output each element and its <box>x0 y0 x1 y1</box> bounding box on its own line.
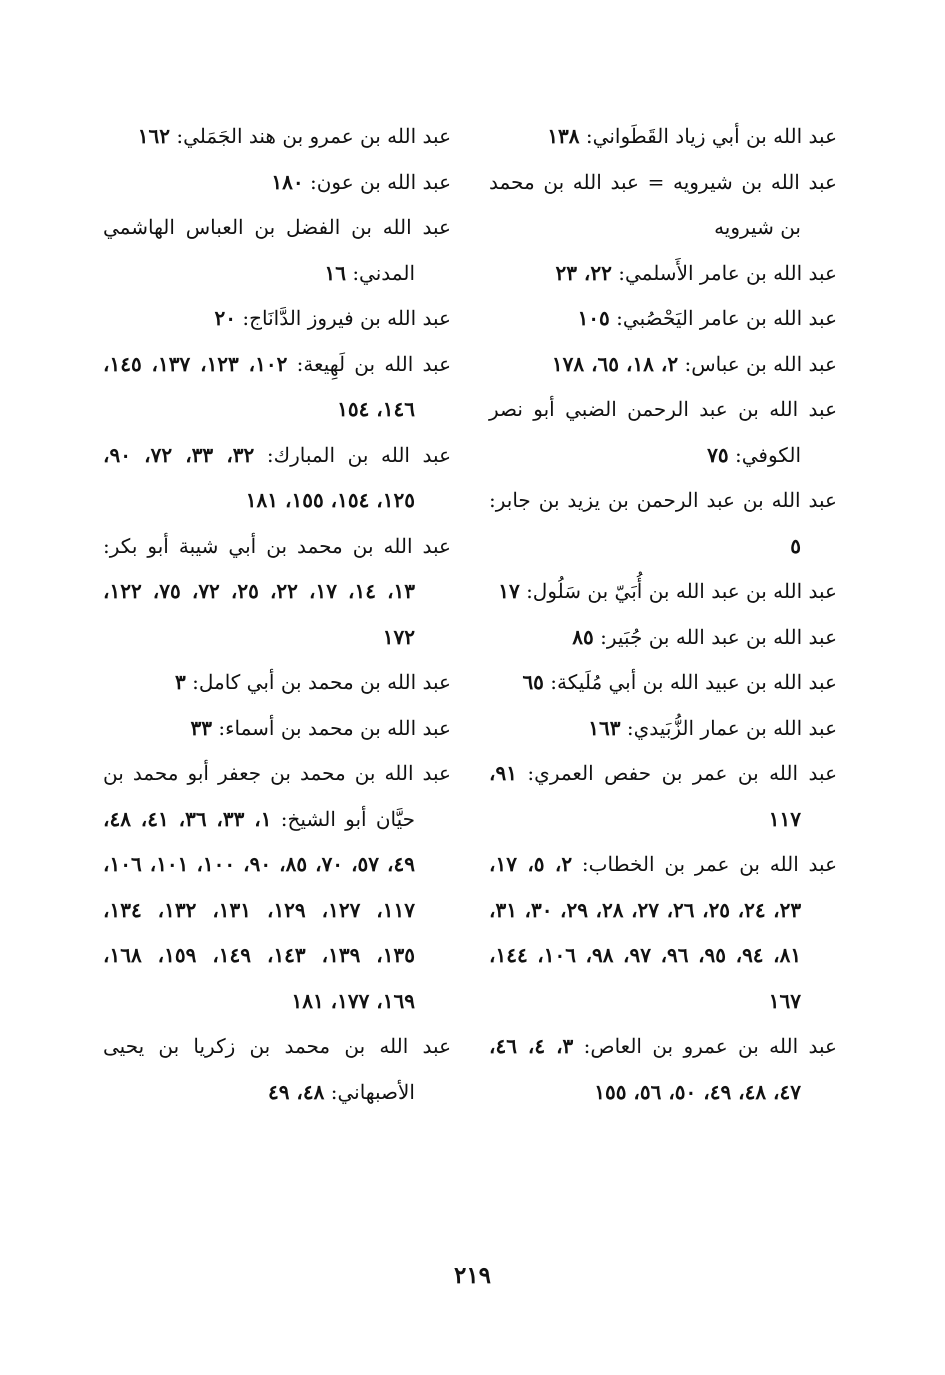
index-entry <box>489 478 837 569</box>
entry-name: عبد الله بن فيروز الدَّانَاج: <box>242 306 451 330</box>
entry-pages: ٢٠ <box>214 306 236 330</box>
index-entry <box>103 751 451 1024</box>
index-entry <box>489 296 837 342</box>
index-entry <box>103 524 451 661</box>
entry-pages: ٨٥ <box>572 624 594 649</box>
entry-pages: ٧٥ <box>707 442 729 467</box>
index-entry <box>489 251 837 297</box>
entry-pages: ١٦ <box>324 260 346 285</box>
entry-name: عبد الله بن محمد بن أسماء: <box>218 715 451 740</box>
entry-name: عبد الله بن عمار الزُّبَيدي: <box>626 715 837 740</box>
entry-name: عبد الله بن عباس: <box>684 351 837 376</box>
index-entry <box>489 114 837 160</box>
index-entry <box>103 1024 451 1115</box>
index-entry <box>489 1024 837 1115</box>
index-entry <box>103 296 451 342</box>
entry-name: عبد الله بن عبد الرحمن بن يزيد بن جابر: <box>489 488 837 512</box>
entry-pages: ١٠٢، ١٢٣، ١٣٧، ١٤٥، ١٤٦، ١٥٤ <box>103 351 415 421</box>
entry-pages: ٣٢، ٣٣، ٧٢، ٩٠، ١٢٥، ١٥٤، ١٥٥، ١٨١ <box>103 442 415 512</box>
entry-pages: ١، ٣٣، ٣٦، ٤١، ٤٨، ٤٩، ٥٧، ٧٠، ٨٥، ٩٠، ١٠٠، ١٠١، ١٠٦، ١١٧، ١٢٧، ١٢٩، ١٣١، ١٣٢، ١٣٤، ١٣٥، ١٣٩، ١٤٣، ١٤٩، ١٥٩، ١٦٨، ١٦٩، ١٧٧، ١٨١ <box>103 806 415 1013</box>
entry-name: عبد الله بن عامر الأَسلمي: <box>618 260 837 285</box>
entry-name: عبد الله بن عبد الله بن جُبَير: <box>600 624 837 649</box>
index-entry <box>103 342 451 433</box>
entry-name: عبد الله بن لَهِيعة: <box>296 351 452 376</box>
entry-name: عبد الله بن محمد بن أبي شيبة أبو بكر: <box>103 533 451 558</box>
entry-name: عبد الله بن عامر اليَحْصُبي: <box>616 306 837 330</box>
entry-name: عبد الله بن الفضل بن العباس الهاشمي المدني: <box>103 215 451 285</box>
entry-pages: ٩١، ١١٧ <box>489 761 801 831</box>
index-entry <box>489 387 837 478</box>
entry-pages: ٢، ١٨، ٦٥، ١٧٨ <box>551 351 679 376</box>
entry-pages: ٤٨، ٤٩ <box>267 1079 325 1104</box>
entry-name: عبد الله بن عبد الله بن أُبَيّ بن سَلُول: <box>526 579 837 603</box>
entry-name: عبد الله بن عمر بن حفص العمري: <box>527 761 838 785</box>
index-entry <box>489 342 837 388</box>
index-entry <box>489 615 837 661</box>
entry-pages: ١٧ <box>498 579 520 603</box>
entry-pages: ٦٥ <box>522 670 544 694</box>
index-entry <box>489 160 837 251</box>
index-column-left <box>103 114 451 1115</box>
index-entry <box>103 160 451 206</box>
index-entry <box>103 706 451 752</box>
index-entry <box>489 751 837 842</box>
entry-pages: ١٨٠ <box>271 169 304 194</box>
entry-name: عبد الله بن أبي زياد القَطَواني: <box>585 124 837 148</box>
entry-pages: ٣ <box>175 670 186 694</box>
entry-name: عبد الله بن عمرو بن هند الجَمَلي: <box>176 124 451 148</box>
entry-name: عبد الله بن عون: <box>309 169 451 194</box>
index-entry <box>103 660 451 706</box>
index-entry <box>489 706 837 752</box>
entry-pages: ١٦٣ <box>588 715 621 740</box>
entry-name: عبد الله بن عمرو بن العاص: <box>583 1034 837 1058</box>
entry-pages: ٣٣ <box>190 715 212 740</box>
entry-pages: ٥ <box>790 533 801 558</box>
index-column-right <box>489 114 837 1115</box>
entry-name: عبد الله بن عبد الرحمن الضبي أبو نصر الكوفي: <box>489 397 837 467</box>
entry-name: عبد الله بن المبارك: <box>266 442 451 467</box>
entry-name: عبد الله بن محمد بن جعفر أبو محمد بن حيَّان أبو الشيخ: <box>103 761 451 831</box>
entry-name: عبد الله بن محمد بن أبي كامل: <box>192 670 451 694</box>
entry-pages: ١٠٥ <box>577 306 610 330</box>
index-entry <box>489 660 837 706</box>
entry-name: عبد الله بن عمر بن الخطاب: <box>581 852 837 876</box>
index-entry <box>103 114 451 160</box>
entry-name: عبد الله بن عبيد الله بن أبي مُلَيكة: <box>550 670 837 694</box>
entry-pages: ١٣٨ <box>547 124 580 148</box>
index-entry <box>103 205 451 296</box>
entry-pages: ٢٢، ٢٣ <box>555 260 612 285</box>
index-entry <box>489 569 837 615</box>
page-number: ٢١٩ <box>453 1262 492 1289</box>
entry-pages: ٢، ٥، ١٧، ٢٣، ٢٤، ٢٥، ٢٦، ٢٧، ٢٨، ٢٩، ٣٠، ٣١، ٨١، ٩٤، ٩٥، ٩٦، ٩٧، ٩٨، ١٠٦، ١٤٤، ١٦٧ <box>489 852 802 1013</box>
entry-pages: ١٦٢ <box>137 124 171 148</box>
index-entry <box>103 433 451 524</box>
entry-pages: ١٣، ١٤، ١٧، ٢٢، ٢٥، ٧٢، ٧٥، ١٢٢، ١٧٢ <box>103 579 416 649</box>
entry-name: عبد الله بن شيرويه = عبد الله بن محمد بن شيرويه <box>489 169 837 239</box>
entry-name: عبد الله بن محمد بن زكريا بن يحيى الأصبهاني: <box>103 1034 451 1104</box>
index-entry <box>489 842 837 1024</box>
entry-pages: ٣، ٤، ٤٦، ٤٧، ٤٨، ٤٩، ٥٠، ٥٦، ١٥٥ <box>489 1034 801 1104</box>
